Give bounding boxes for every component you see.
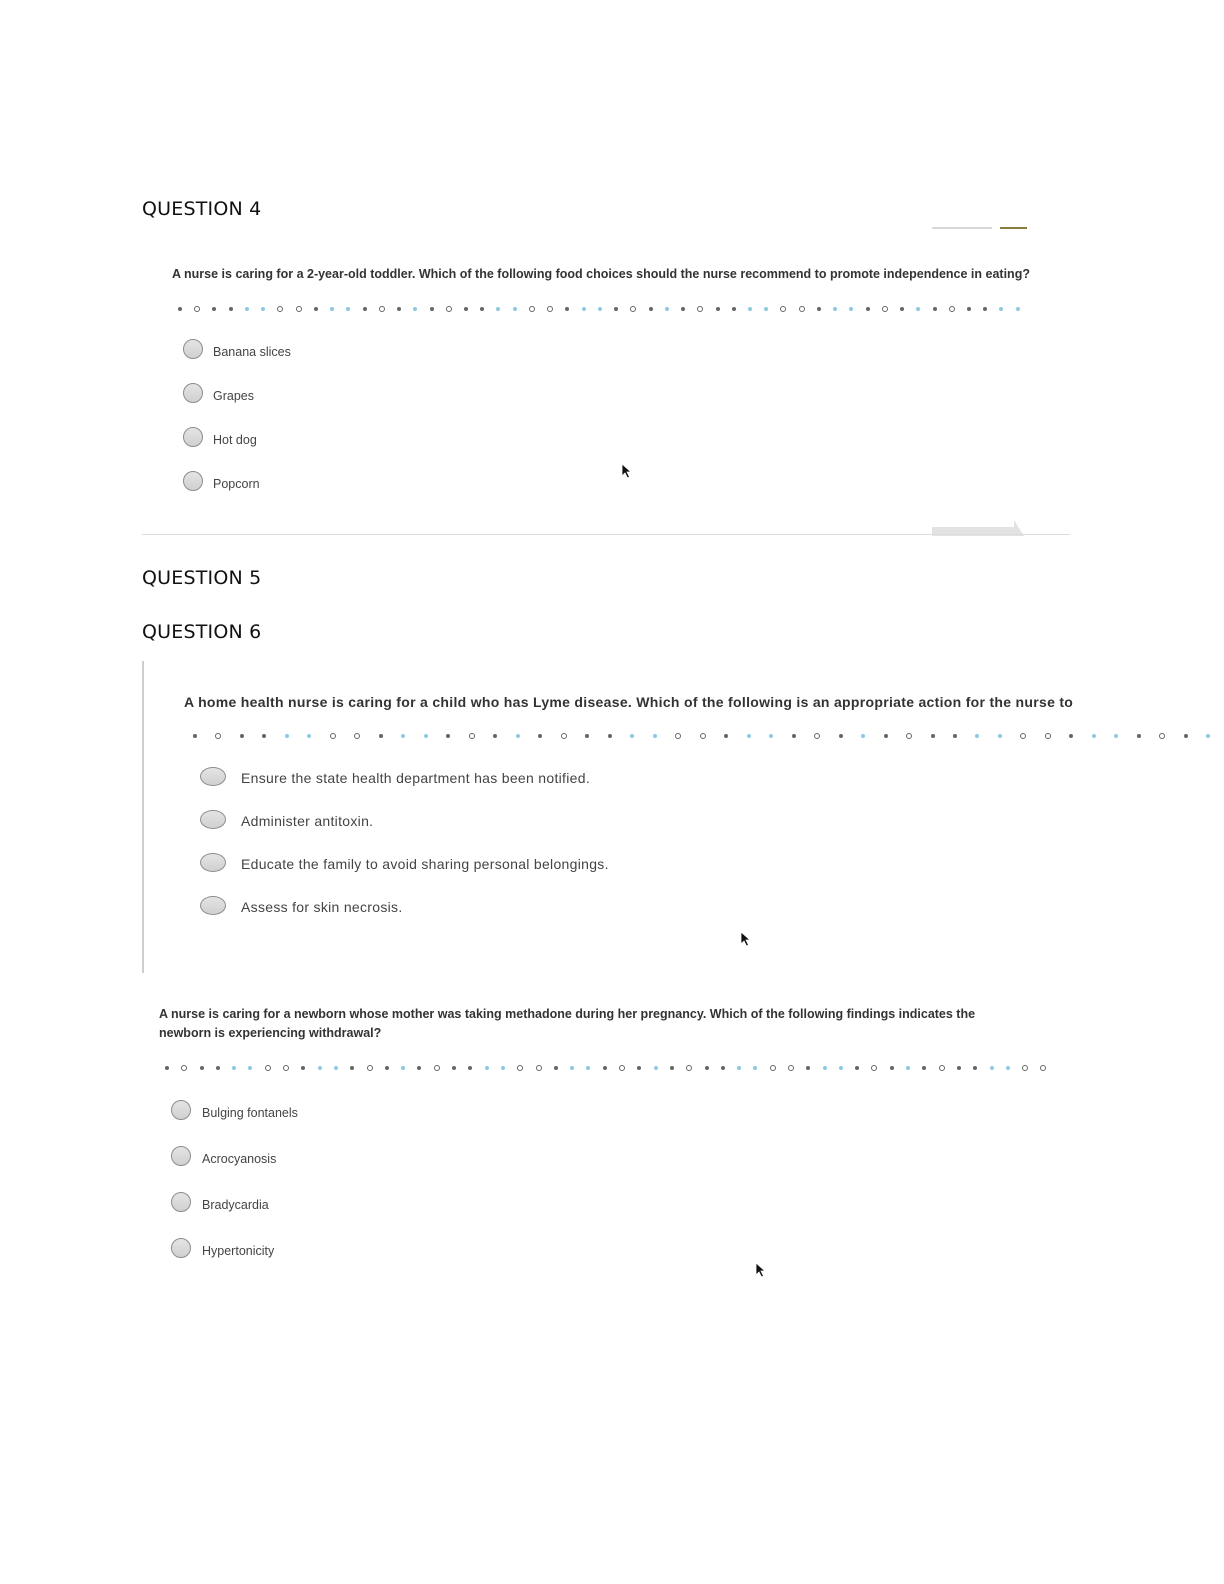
question-7-prompt-line-1: A nurse is caring for a newborn whose mother was taking methadone during her pregnancy. Which of the following findings indicates the <box>159 1007 976 1021</box>
option-label: Popcorn <box>213 477 260 491</box>
separator-dot <box>665 307 669 311</box>
separator-dot <box>570 1066 574 1070</box>
separator-dot <box>529 306 535 312</box>
separator-dot <box>346 307 350 311</box>
separator-dot <box>931 734 935 738</box>
separator-dot <box>1045 733 1051 739</box>
separator-dot <box>354 733 360 739</box>
separator-dot <box>194 306 200 312</box>
separator-dot <box>379 306 385 312</box>
separator-dot <box>501 1066 505 1070</box>
top-divider-gray <box>932 227 992 229</box>
separator-dot <box>397 307 401 311</box>
separator-dot <box>582 307 586 311</box>
separator-dot <box>939 1065 945 1071</box>
option-label: Assess for skin necrosis. <box>241 899 403 915</box>
separator-dot <box>245 307 249 311</box>
radio-button[interactable] <box>171 1238 191 1258</box>
separator-dot <box>1040 1065 1046 1071</box>
radio-button[interactable] <box>183 427 203 447</box>
radio-button[interactable] <box>183 383 203 403</box>
separator-dot <box>561 733 567 739</box>
question-4-option-1[interactable] <box>183 339 291 359</box>
separator-dot <box>817 307 821 311</box>
separator-dot <box>839 734 843 738</box>
separator-dot <box>788 1065 794 1071</box>
separator-dot <box>296 306 302 312</box>
separator-dot <box>849 307 853 311</box>
question-6-option-1[interactable] <box>200 766 590 786</box>
separator-dot <box>705 1066 709 1070</box>
separator-dot <box>307 734 311 738</box>
separator-dot <box>630 734 634 738</box>
separator-dot <box>871 1065 877 1071</box>
separator-dot <box>452 1066 456 1070</box>
separator-dot <box>823 1066 827 1070</box>
option-label: Educate the family to avoid sharing personal belongings. <box>241 856 609 872</box>
separator-dot <box>890 1066 894 1070</box>
question-5-heading: QUESTION 5 <box>142 567 262 589</box>
separator-dot <box>608 734 612 738</box>
separator-dot <box>417 1066 421 1070</box>
separator-dot <box>770 1065 776 1071</box>
separator-dot <box>973 1066 977 1070</box>
separator-dot <box>261 307 265 311</box>
separator-dot <box>401 1066 405 1070</box>
question-6-left-border <box>142 661 144 973</box>
separator-dot <box>769 734 773 738</box>
radio-button[interactable] <box>200 810 226 829</box>
separator-dot <box>654 1066 658 1070</box>
separator-dot <box>1206 734 1210 738</box>
separator-dot <box>975 734 979 738</box>
separator-dot <box>424 734 428 738</box>
separator-dot <box>949 306 955 312</box>
top-divider-olive <box>1000 227 1027 229</box>
separator-dot <box>637 1066 641 1070</box>
separator-dot <box>747 734 751 738</box>
radio-button[interactable] <box>200 853 226 872</box>
separator-dot <box>469 733 475 739</box>
separator-dot <box>839 1066 843 1070</box>
separator-dot <box>906 1066 910 1070</box>
separator-dot <box>430 307 434 311</box>
separator-dot <box>619 1065 625 1071</box>
separator-dot <box>1159 733 1165 739</box>
option-label: Hot dog <box>213 433 257 447</box>
separator-dot <box>413 307 417 311</box>
separator-dot <box>724 734 728 738</box>
separator-dot <box>614 307 618 311</box>
separator-dot <box>900 307 904 311</box>
separator-dot <box>861 734 865 738</box>
separator-dot <box>181 1065 187 1071</box>
separator-dot <box>737 1066 741 1070</box>
radio-button[interactable] <box>200 896 226 915</box>
separator-dot <box>248 1066 252 1070</box>
question-4-option-2[interactable] <box>183 383 254 403</box>
separator-dot <box>367 1065 373 1071</box>
separator-dot <box>480 307 484 311</box>
separator-dot <box>649 307 653 311</box>
separator-dot <box>493 734 497 738</box>
question-7-option-2[interactable] <box>171 1146 276 1166</box>
option-label: Banana slices <box>213 345 291 359</box>
separator-dot <box>990 1066 994 1070</box>
question-6-option-4[interactable] <box>200 895 403 915</box>
separator-dot <box>697 306 703 312</box>
separator-dot <box>792 734 796 738</box>
separator-dot <box>1092 734 1096 738</box>
mouse-pointer-icon <box>755 1262 767 1278</box>
separator-dot <box>806 1066 810 1070</box>
separator-dot <box>603 1066 607 1070</box>
separator-dot <box>957 1066 961 1070</box>
separator-dot <box>513 307 517 311</box>
question-7-option-4[interactable] <box>171 1238 274 1258</box>
separator-dot <box>748 307 752 311</box>
separator-dot <box>468 1066 472 1070</box>
separator-dot <box>1184 734 1188 738</box>
separator-dot <box>833 307 837 311</box>
separator-dot <box>240 734 244 738</box>
separator-dot <box>721 1066 725 1070</box>
separator-dot <box>193 734 197 738</box>
mouse-pointer-icon <box>740 931 752 947</box>
separator-dot <box>330 733 336 739</box>
separator-dot <box>229 307 233 311</box>
separator-dot <box>350 1066 354 1070</box>
question-6-prompt: A home health nurse is caring for a child who has Lyme disease. Which of the following is an appropriate action for the nurse to <box>184 694 1074 710</box>
separator-dot <box>916 307 920 311</box>
separator-dot <box>434 1065 440 1071</box>
separator-dot <box>922 1066 926 1070</box>
separator-dot <box>379 734 383 738</box>
question-4-heading: QUESTION 4 <box>142 198 262 220</box>
separator-dot <box>586 1066 590 1070</box>
separator-dot <box>464 307 468 311</box>
question-6-heading: QUESTION 6 <box>142 621 262 643</box>
separator-dot <box>953 734 957 738</box>
question-6-option-3[interactable] <box>200 852 609 872</box>
separator-dot <box>446 306 452 312</box>
question-7-option-3[interactable] <box>171 1192 269 1212</box>
separator-dot <box>496 307 500 311</box>
separator-dot <box>700 733 706 739</box>
question-4-dot-divider <box>178 306 1020 312</box>
separator-dot <box>215 733 221 739</box>
separator-dot <box>216 1066 220 1070</box>
separator-dot <box>285 734 289 738</box>
separator-dot <box>277 306 283 312</box>
radio-button[interactable] <box>200 767 226 786</box>
question-6-dot-divider <box>193 733 1224 739</box>
separator-dot <box>967 307 971 311</box>
question-6-option-2[interactable] <box>200 809 373 829</box>
separator-dot <box>485 1066 489 1070</box>
section-divider <box>142 534 1070 535</box>
option-label: Bradycardia <box>202 1198 269 1212</box>
separator-dot <box>265 1065 271 1071</box>
mouse-pointer-icon <box>621 463 633 479</box>
separator-dot <box>906 733 912 739</box>
separator-dot <box>301 1066 305 1070</box>
separator-dot <box>200 1066 204 1070</box>
separator-dot <box>933 307 937 311</box>
separator-dot <box>262 734 266 738</box>
separator-dot <box>716 307 720 311</box>
separator-dot <box>585 734 589 738</box>
question-4-option-3[interactable] <box>183 427 257 447</box>
separator-dot <box>401 734 405 738</box>
separator-dot <box>547 306 553 312</box>
question-7-dot-divider <box>165 1065 1047 1071</box>
separator-dot <box>681 307 685 311</box>
separator-dot <box>334 1066 338 1070</box>
separator-dot <box>753 1066 757 1070</box>
separator-dot <box>283 1065 289 1071</box>
separator-dot <box>1137 734 1141 738</box>
separator-dot <box>1022 1065 1028 1071</box>
radio-button[interactable] <box>171 1100 191 1120</box>
separator-dot <box>598 307 602 311</box>
separator-dot <box>446 734 450 738</box>
separator-dot <box>538 734 542 738</box>
separator-dot <box>686 1065 692 1071</box>
separator-dot <box>232 1066 236 1070</box>
separator-dot <box>1016 307 1020 311</box>
radio-button[interactable] <box>171 1146 191 1166</box>
separator-dot <box>764 307 768 311</box>
radio-button[interactable] <box>171 1192 191 1212</box>
separator-dot <box>363 307 367 311</box>
separator-dot <box>1006 1066 1010 1070</box>
separator-dot <box>517 1065 523 1071</box>
separator-dot <box>565 307 569 311</box>
separator-dot <box>1114 734 1118 738</box>
separator-dot <box>314 307 318 311</box>
separator-dot <box>1020 733 1026 739</box>
question-4-option-4[interactable] <box>183 471 260 491</box>
separator-dot <box>1069 734 1073 738</box>
separator-dot <box>536 1065 542 1071</box>
separator-dot <box>165 1066 169 1070</box>
separator-dot <box>882 306 888 312</box>
separator-dot <box>516 734 520 738</box>
separator-dot <box>670 1066 674 1070</box>
radio-button[interactable] <box>183 471 203 491</box>
option-label: Bulging fontanels <box>202 1106 298 1120</box>
separator-dot <box>983 307 987 311</box>
separator-dot <box>178 307 182 311</box>
separator-dot <box>630 306 636 312</box>
separator-dot <box>318 1066 322 1070</box>
separator-dot <box>855 1066 859 1070</box>
question-4-prompt: A nurse is caring for a 2-year-old toddler. Which of the following food choices should the nurse recommend to promote independence in eating? <box>172 267 1030 281</box>
separator-dot <box>675 733 681 739</box>
question-7-prompt-line-2: newborn is experiencing withdrawal? <box>159 1026 382 1040</box>
separator-dot <box>330 307 334 311</box>
separator-dot <box>866 307 870 311</box>
option-label: Administer antitoxin. <box>241 813 374 829</box>
separator-dot <box>385 1066 389 1070</box>
separator-dot <box>799 306 805 312</box>
separator-dot <box>653 734 657 738</box>
separator-dot <box>780 306 786 312</box>
separator-dot <box>999 307 1003 311</box>
option-label: Ensure the state health department has been notified. <box>241 770 591 786</box>
option-label: Acrocyanosis <box>202 1152 277 1166</box>
separator-dot <box>732 307 736 311</box>
option-label: Grapes <box>213 389 254 403</box>
separator-dot <box>814 733 820 739</box>
separator-dot <box>212 307 216 311</box>
separator-dot <box>884 734 888 738</box>
option-label: Hypertonicity <box>202 1244 275 1258</box>
separator-dot <box>554 1066 558 1070</box>
question-7-option-1[interactable] <box>171 1100 298 1120</box>
separator-dot <box>998 734 1002 738</box>
radio-button[interactable] <box>183 339 203 359</box>
